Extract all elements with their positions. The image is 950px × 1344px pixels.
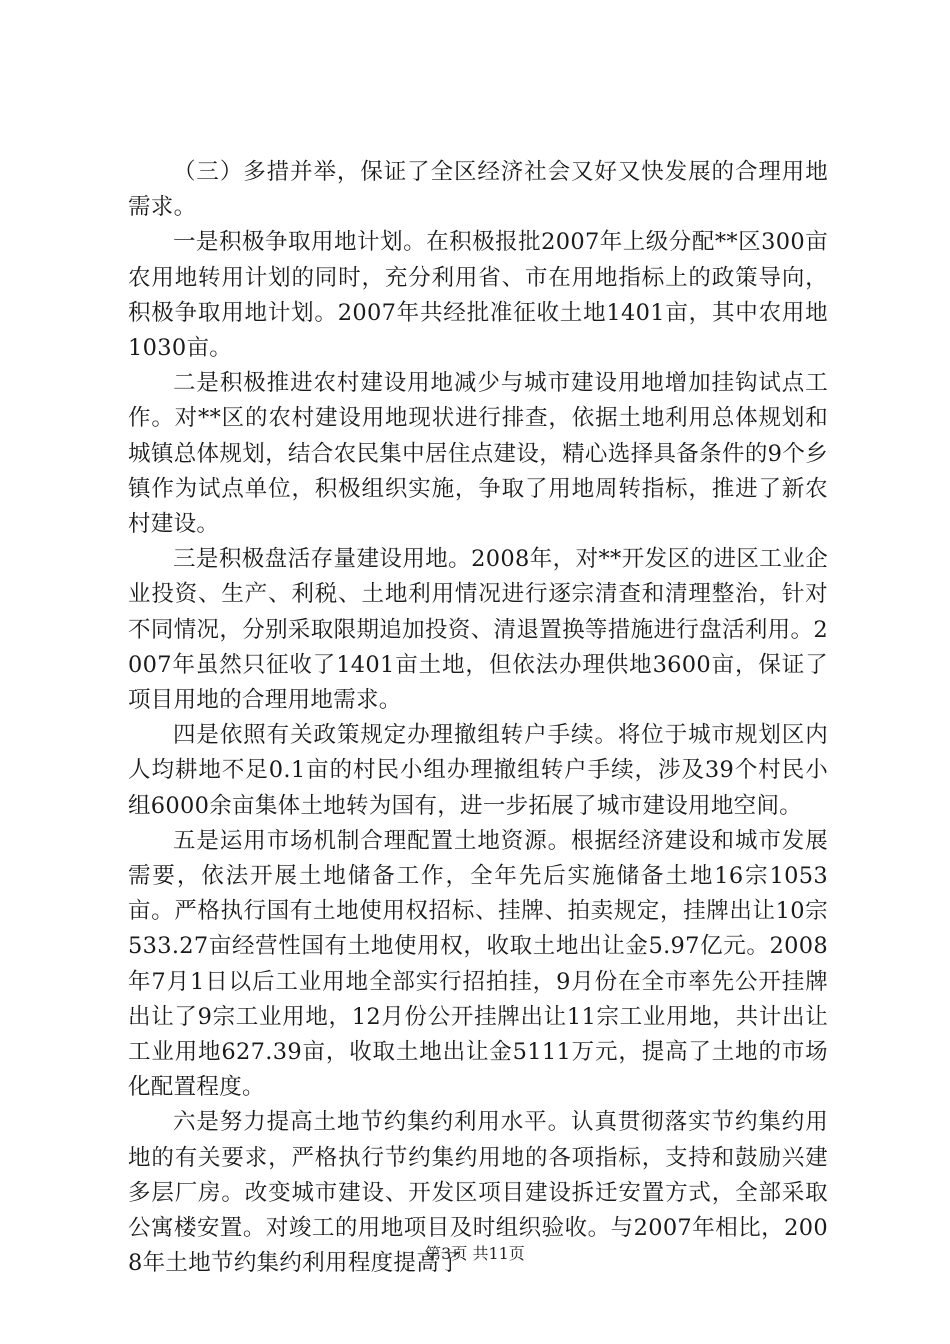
paragraph-item-3: 三是积极盘活存量建设用地。2008年，对**开发区的进区工业企业投资、生产、利税、土地利用情况进行逐宗清查和清理整治，针对不同情况，分别采取限期追加投资、清退置换等措施进行盘活利用。2007年虽然只征收了1401亩土地，但依法办理供地3600亩，保证了项目用地的合理用地需求。 bbox=[128, 546, 828, 714]
paragraph-item-1: 一是积极争取用地计划。在积极报批2007年上级分配**区300亩农用地转用计划的同时，充分利用省、市在用地指标上的政策导向，积极争取用地计划。2007年共经批准征收土地1401亩，其中农用地1030亩。 bbox=[128, 229, 828, 362]
paragraph-item-4: 四是依照有关政策规定办理撤组转户手续。将位于城市规划区内人均耕地不足0.1亩的村民小组办理撤组转户手续，涉及39个村民小组6000余亩集体土地转为国有，进一步拓展了城市建设用地空间。 bbox=[128, 722, 828, 819]
paragraph-item-6: 六是努力提高土地节约集约利用水平。认真贯彻落实节约集约用地的有关要求，严格执行节约集约用地的各项指标，支持和鼓励兴建多层厂房。改变城市建设、开发区项目建设拆迁安置方式，全部采取公寓楼安置。对竣工的用地项目及时组织验收。与2007年相比，2008年土地节约集约利用程度提高了 bbox=[128, 1109, 828, 1277]
page-number-footer: 第3页 共11页 bbox=[425, 1244, 525, 1263]
paragraph-item-5: 五是运用市场机制合理配置土地资源。根据经济建设和城市发展需要，依法开展土地储备工作，全年先后实施储备土地16宗1053亩。严格执行国有土地使用权招标、挂牌、拍卖规定，挂牌出让10宗533.27亩经营性国有土地使用权，收取土地出让金5.97亿元。2008年7月1日以后工业用地全部实行招拍挂，9月份在全市率先公开挂牌出让了9宗工业用地，12月份公开挂牌出让11宗工业用地，共计出让工业用地627.39亩，收取土地出让金5111万元，提高了土地的市场化配置程度。 bbox=[128, 827, 828, 1101]
paragraph-item-2: 二是积极推进农村建设用地减少与城市建设用地增加挂钩试点工作。对**区的农村建设用地现状进行排查，依据土地利用总体规划和城镇总体规划，结合农民集中居住点建设，精心选择具备条件的9个乡镇作为试点单位，积极组织实施，争取了用地周转指标，推进了新农村建设。 bbox=[128, 370, 828, 538]
paragraph-section-heading: （三）多措并举，保证了全区经济社会又好又快发展的合理用地需求。 bbox=[128, 159, 828, 221]
document-body bbox=[128, 155, 828, 1282]
